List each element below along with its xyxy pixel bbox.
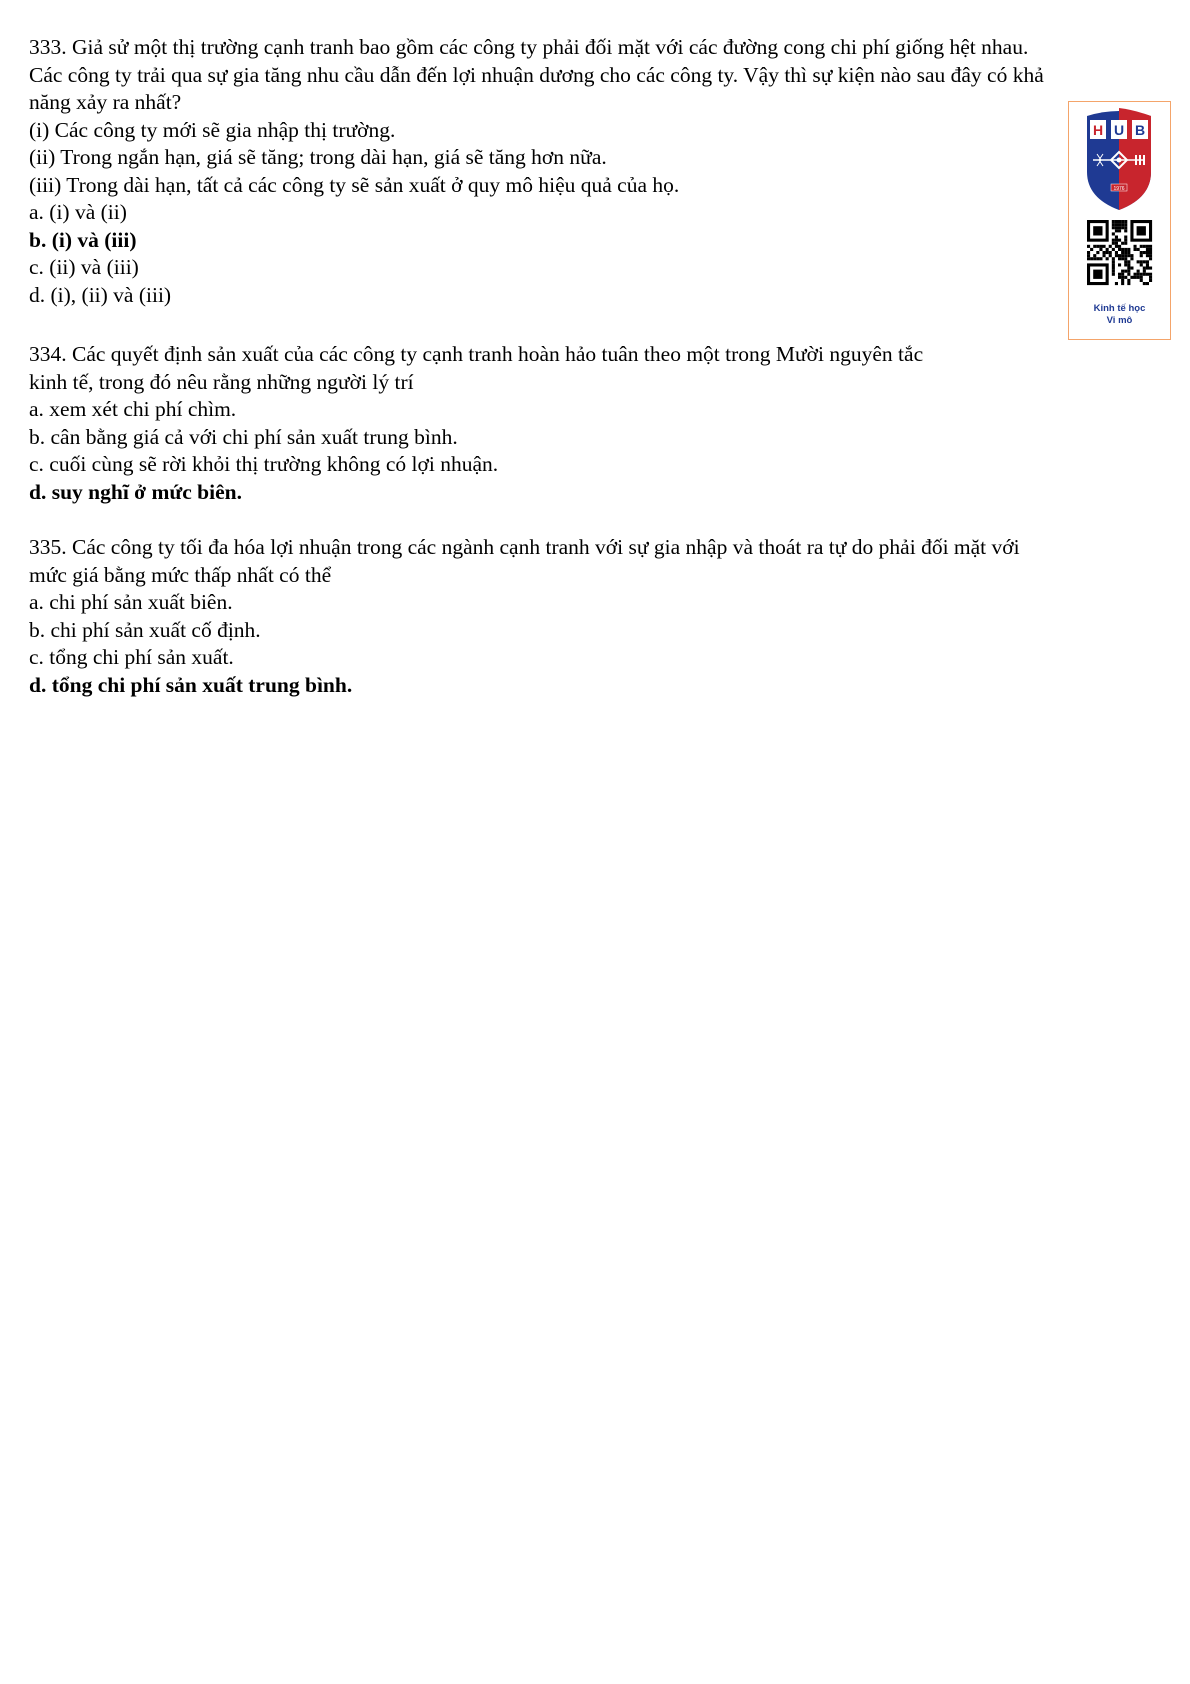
svg-text:H: H	[1092, 122, 1104, 138]
question-text-line: 333. Giả sử một thị trường cạnh tranh bao gồm các công ty phải đối mặt với các đường cong chi phí giống hệt nhau.	[29, 35, 1029, 59]
statement-ii: (ii) Trong ngắn hạn, giá sẽ tăng; trong dài hạn, giá sẽ tăng hơn nữa.	[29, 145, 607, 169]
question-335	[29, 534, 1020, 699]
question-text-line: Các công ty trải qua sự gia tăng nhu cầu dẫn đến lợi nhuận dương cho các công ty. Vậy thì sự kiện nào sau đây có khả	[29, 62, 1044, 87]
question-text-line: năng xảy ra nhất?	[29, 90, 182, 114]
hub-logo-icon	[1087, 108, 1151, 210]
option-b: b. cân bằng giá cả với chi phí sản xuất trung bình.	[29, 424, 458, 449]
option-b: b. chi phí sản xuất cố định.	[29, 617, 261, 642]
badge-graphics	[1069, 102, 1169, 302]
option-d-correct: d. suy nghĩ ở mức biên.	[29, 479, 242, 504]
question-text-line: mức giá bằng mức thấp nhất có thể	[29, 562, 332, 587]
qr-code-icon	[1087, 220, 1152, 285]
option-d: d. (i), (ii) và (iii)	[29, 282, 172, 307]
option-a: a. chi phí sản xuất biên.	[29, 590, 233, 614]
question-333	[29, 34, 1044, 309]
option-a: a. (i) và (ii)	[29, 200, 127, 224]
svg-text:1976: 1976	[1113, 186, 1125, 192]
badge-label-line1: Kinh tế học	[1093, 303, 1146, 314]
badge-label-line2: Vi mô	[1106, 315, 1133, 326]
statement-iii: (iii) Trong dài hạn, tất cả các công ty sẽ sản xuất ở quy mô hiệu quả của họ.	[29, 172, 680, 197]
option-c: c. tổng chi phí sản xuất.	[29, 645, 234, 669]
option-d-correct: d. tổng chi phí sản xuất trung bình.	[29, 672, 353, 697]
option-c: c. cuối cùng sẽ rời khỏi thị trường không có lợi nhuận.	[29, 452, 499, 476]
svg-text:U: U	[1113, 122, 1125, 138]
svg-text:B: B	[1134, 122, 1146, 138]
option-c: c. (ii) và (iii)	[29, 255, 139, 279]
course-badge	[1068, 101, 1171, 340]
question-text-line: 335. Các công ty tối đa hóa lợi nhuận trong các ngành cạnh tranh với sự gia nhập và thoát ra tự do phải đối mặt với	[29, 535, 1020, 559]
option-b-correct: b. (i) và (iii)	[29, 227, 137, 252]
option-a: a. xem xét chi phí chìm.	[29, 397, 237, 421]
question-text-line: kinh tế, trong đó nêu rằng những người lý trí	[29, 369, 414, 394]
question-text-line: 334. Các quyết định sản xuất của các công ty cạnh tranh hoàn hảo tuân theo một trong Mười nguyên tắc	[29, 342, 924, 366]
statement-i: (i) Các công ty mới sẽ gia nhập thị trường.	[29, 117, 396, 142]
question-334	[29, 341, 923, 506]
